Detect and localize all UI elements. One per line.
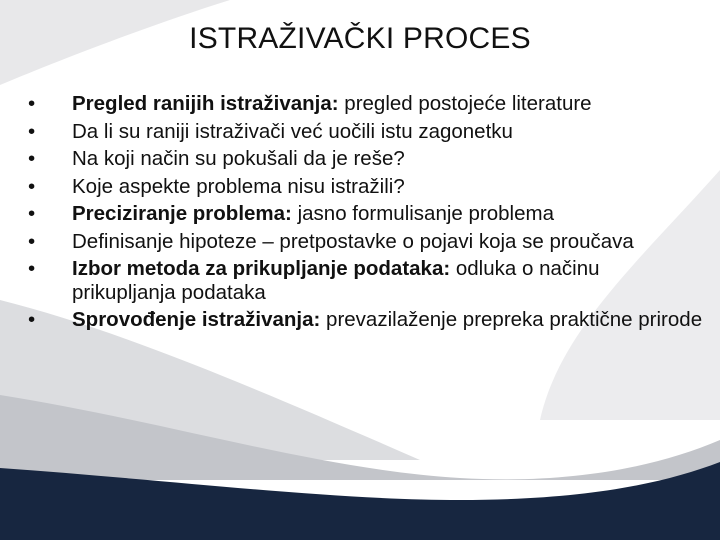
bullet-text: jasno formulisanje problema (291, 202, 554, 225)
bullet-text: Da li su raniji istraživači već uočili istu zagonetku (72, 119, 513, 143)
bullet-list (28, 92, 708, 336)
bullet-heading: Sprovođenje istraživanja: (72, 308, 321, 331)
bullet-dot-icon: • (28, 308, 36, 331)
bullet-item (28, 92, 708, 116)
bullet-text: odluka o načinu prikupljanja podataka (72, 257, 600, 304)
bullet-heading: Pregled ranijih istraživanja: (72, 92, 339, 115)
bullet-text: Na koji način su pokušali da je reše? (72, 147, 405, 170)
bullet-text: prevazilaženje prepreka praktične prirode (320, 308, 703, 331)
bullet-item (28, 308, 708, 332)
bullet-dot-icon: • (28, 229, 36, 253)
bullet-dot-icon: • (28, 257, 36, 280)
bullet-text: Definisanje hipoteze – pretpostavke o pojavi koja se proučava (72, 229, 634, 253)
bullet-dot-icon: • (28, 119, 36, 143)
bullet-dot-icon: • (28, 92, 36, 115)
bullet-text: Koje aspekte problema nisu istražili? (72, 174, 405, 198)
bullet-item (28, 257, 708, 304)
bullet-dot-icon: • (28, 202, 36, 225)
bullet-item (28, 202, 708, 226)
bullet-text: pregled postojeće literature (338, 92, 592, 115)
bullet-dot-icon: • (28, 174, 36, 198)
bullet-item (28, 230, 708, 254)
bullet-item (28, 120, 708, 144)
bullet-heading: Izbor metoda za prikupljanje podataka: (72, 257, 451, 280)
slide-title: ISTRAŽIVAČKI PROCES (189, 22, 531, 55)
bullet-item (28, 147, 708, 171)
bullet-dot-icon: • (28, 147, 36, 170)
bullet-item (28, 175, 708, 199)
bullet-heading: Preciziranje problema: (72, 202, 292, 225)
